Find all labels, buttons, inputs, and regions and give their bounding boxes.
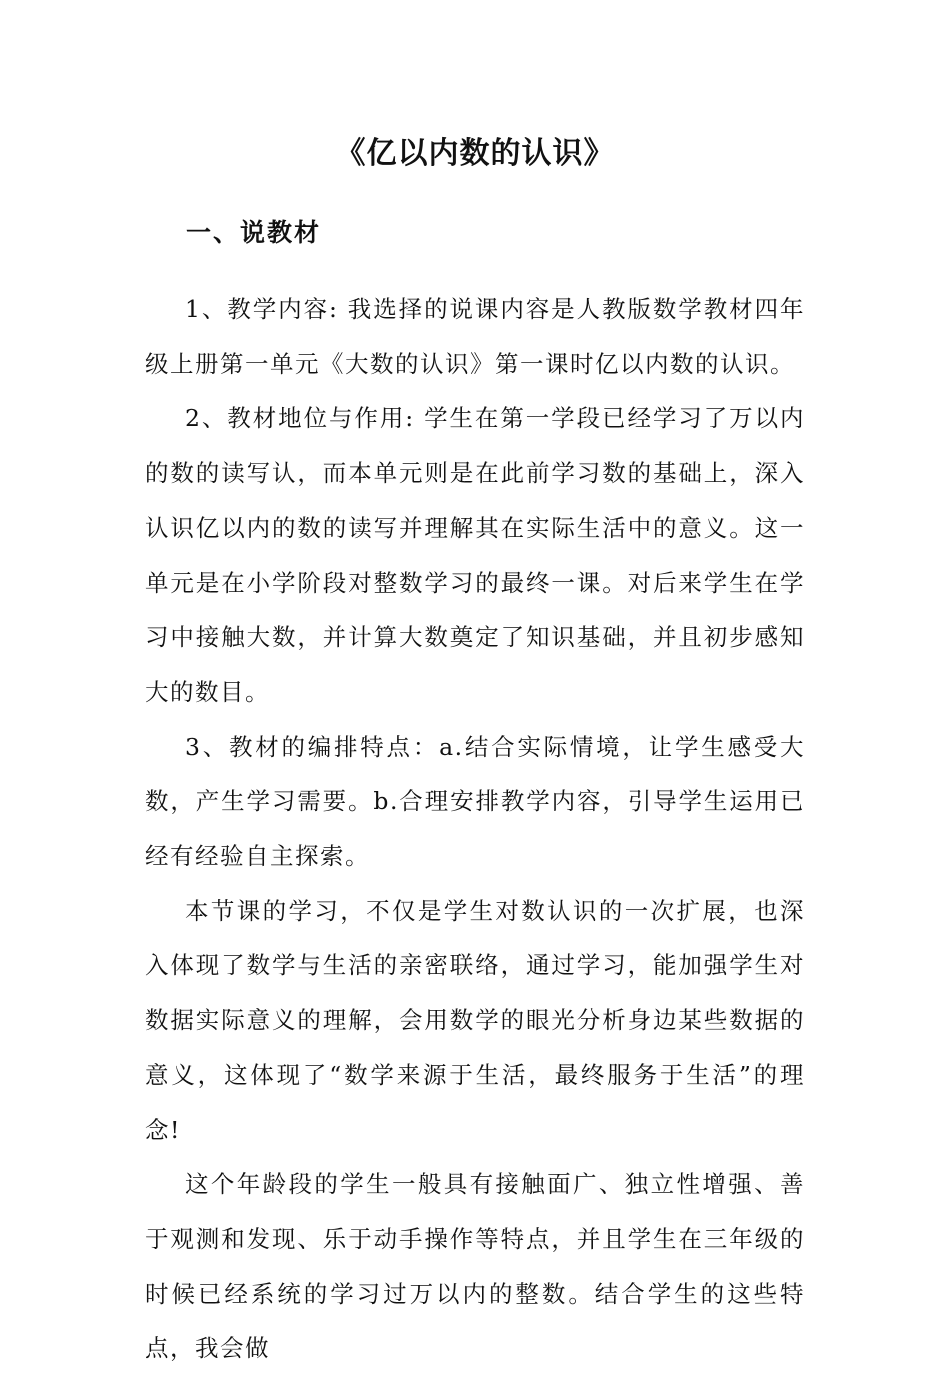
paragraph-textbook-role: 2、教材地位与作用: 学生在第一学段已经学习了万以内的数的读写认，而本单元则是在此前学习数的基础上，深入认识亿以内的数的读写并理解其在实际生活中的意义。这一单元是在小学阶段对整数学习的最终一课。对后来学生在学习中接触大数，并计算大数奠定了知识基础，并且初步感知大的数目。 bbox=[145, 404, 805, 706]
document-body bbox=[145, 282, 805, 1376]
section-heading: 一、说教材 bbox=[186, 218, 322, 247]
paragraph-lesson-significance: 本节课的学习，不仅是学生对数认识的一次扩展，也深入体现了数学与生活的亲密联络，通过学习，能加强学生对数据实际意义的理解，会用数学的眼光分析身边某些数据的意义，这体现了“数学来源于生活，最终服务于生活”的理念! bbox=[145, 896, 805, 1144]
paragraph-teaching-content: 1、教学内容: 我选择的说课内容是人教版数学教材四年级上册第一单元《大数的认识》第一课时亿以内数的认识。 bbox=[145, 295, 805, 378]
document-title: 《亿以内数的认识》 bbox=[335, 136, 615, 171]
paragraph-textbook-features: 3、教材的编排特点：a.结合实际情境，让学生感受大数，产生学习需要。b.合理安排教学内容，引导学生运用已经有经验自主探索。 bbox=[145, 732, 805, 871]
paragraph-student-analysis: 这个年龄段的学生一般具有接触面广、独立性增强、善于观测和发现、乐于动手操作等特点，并且学生在三年级的时候已经系统的学习过万以内的整数。结合学生的这些特点，我会做 bbox=[145, 1170, 805, 1363]
